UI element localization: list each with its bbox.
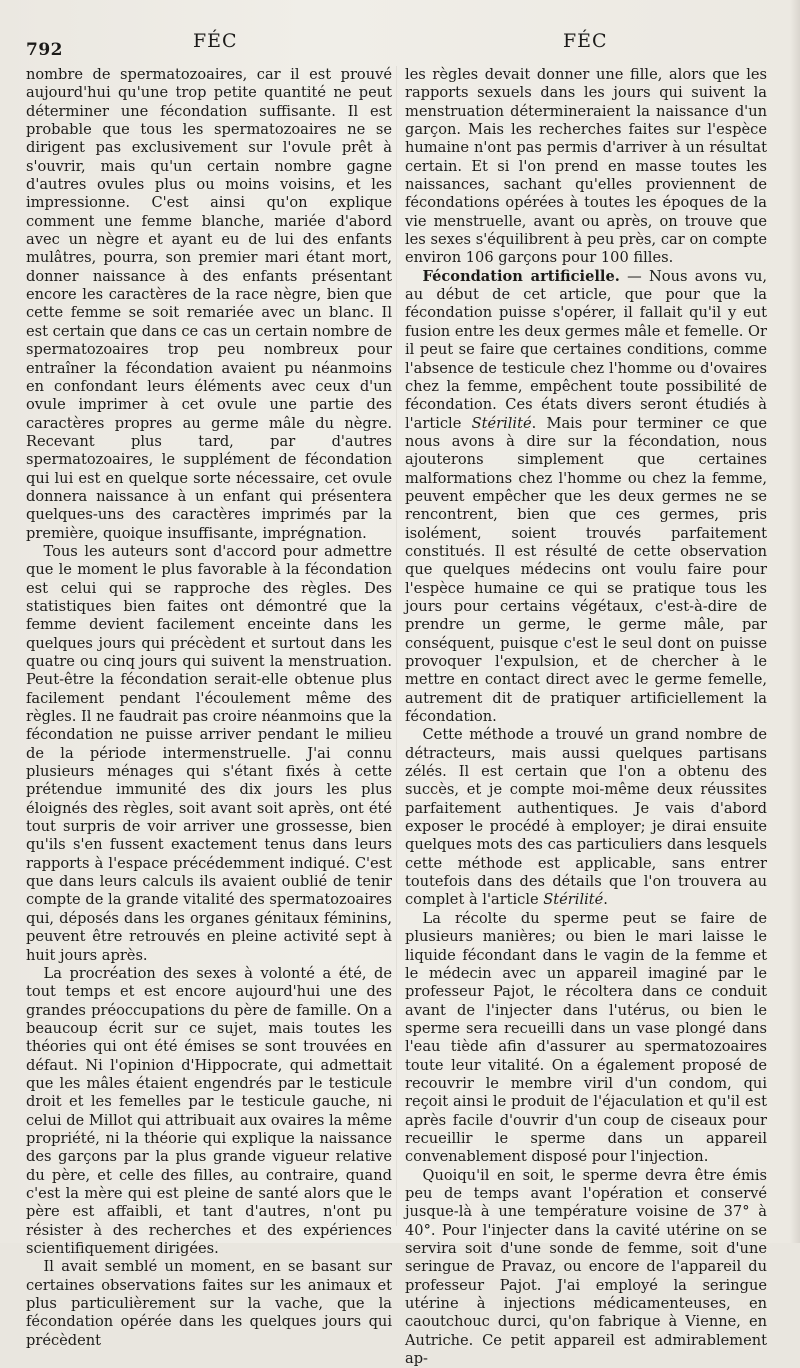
article-reference: Stérilité — [471, 414, 532, 432]
text-run: . Mais pour terminer ce que nous avons à dire sur la fécondation, nous ajouterons simplement que certaines malformations chez l'homme ou chez la femme, peuvent empêcher que les deux germes ne se rencontrent, bien que ces germes, pris isolément, soient trouvés parfaitement constitués. Il est résulté de cette observation que quelques médecins ont voulu faire pour l'espèce humaine ce qui se pratique tous les jours pour certains végétaux, c'est-à-dire de prendre un germe, le germe mâle, par conséquent, puisque c'est le seul dont on puisse provoquer l'expulsion, et de chercher à le mettre en contact direct avec le germe femelle, autrement dit de pratiquer artificiellement la fécondation. — [405, 414, 767, 726]
running-head-left: FÉC — [193, 30, 238, 52]
paragraph: Tous les auteurs sont d'accord pour admettre que le moment le plus favorable à la fécondation est celui qui se rapproche des règles. Des statistiques bien faites ont démontré que la femme devient facilement enceinte dans les quelques jours qui précèdent et surtout dans les quatre ou cinq jours qui suivent la menstruation. Peut-être la fécondation serait-elle obtenue plus facilement pendant l'écoulement même des règles. Il ne faudrait pas croire néanmoins que la fécondation ne puisse arriver pendant le milieu de la période intermenstruelle. J'ai connu plusieurs ménages qui s'étant fixés à cette prétendue immunité des dix jours les plus éloignés des règles, soit avant soit après, ont été tout surpris de voir arriver une grossesse, bien qu'ils s'en fussent exactement tenus dans leurs rapports à l'espace précédemment indiqué. C'est que dans leurs calculs ils avaient oublié de tenir compte de la grande vitalité des spermatozoaires qui, déposés dans les organes génitaux féminins, peuvent être retrouvés en pleine activité sept à huit jours après. — [26, 542, 392, 964]
column-divider — [396, 66, 397, 1226]
text-run: — Nous avons vu, au début de cet article, que pour que la fécondation puisse s'opérer, il fallait qu'il y eut fusion entre les deux germes mâle et femelle. Or il peut se faire que certaines conditions, comme l'absence de testicule chez l'homme ou d'ovaires chez la femme, empêchent toute possibilité de fécondation. Ces états divers seront étudiés à l'article — [405, 267, 767, 432]
section-title: Fécondation artificielle. — [422, 267, 620, 285]
left-column — [26, 66, 392, 1350]
paragraph: Il avait semblé un moment, en se basant sur certaines observations faites sur les animaux et plus particulièrement sur la vache, que la fécondation opérée dans les quelques jours qui précèdent — [26, 1258, 392, 1349]
page-edge-shadow — [790, 0, 800, 1243]
paragraph: Quoiqu'il en soit, le sperme devra être émis peu de temps avant l'opération et conservé jusque-là à une température voisine de 37° à 40°. Pour l'injecter dans la cavité utérine on se servira soit d'une sonde de femme, soit d'une seringue de Pravaz, ou encore de l'appareil du professeur Pajot. J'ai employé la seringue utérine à injections médicamenteuses, en caoutchouc durci, qu'on fabrique à Vienne, en Autriche. Ce petit appareil est admirablement ap- — [405, 1166, 767, 1368]
right-column — [405, 66, 767, 1368]
paragraph: La procréation des sexes à volonté a été, de tout temps et est encore aujourd'hui une des grandes préoccupations du père de famille. On a beaucoup écrit sur ce sujet, mais toutes les théories qui ont été émises se sont trouvées en défaut. Ni l'opinion d'Hippocrate, qui admettait que les mâles étaient engendrés par le testicule droit et les femelles par le testicule gauche, ni celui de Millot qui attribuait aux ovaires la même propriété, ni la théorie qui explique la naissance des garçons par la plus grande vigueur relative du père, et celle des filles, au contraire, quand c'est la mère qui est pleine de santé alors que le père est affaibli, et tant d'autres, n'ont pu résister à des recherches et des expériences scientifiquement dirigées. — [26, 964, 392, 1257]
article-reference: Stérilité — [543, 891, 604, 909]
section-paragraph — [405, 268, 767, 727]
paragraph: les règles devait donner une fille, alors que les rapports sexuels dans les jours qui suivent la menstruation détermineraient la naissance d'un garçon. Mais les recherches faites sur l'espèce humaine n'ont pas permis d'arriver à un résultat certain. Et si l'on prend en masse toutes les naissances, sachant qu'elles proviennent de fécondations opérées à toutes les époques de la vie menstruelle, avant ou après, on trouve que les sexes s'équilibrent à peu près, car on compte environ 106 garçons pour 100 filles. — [405, 66, 767, 267]
page-number: 792 — [26, 40, 63, 60]
paragraph: La récolte du sperme peut se faire de plusieurs manières; ou bien le mari laisse le liquide fécondant dans le vagin de la femme et le médecin avec un appareil imaginé par le professeur Pajot, le récoltera dans ce conduit avant de l'injecter dans l'utérus, ou bien le sperme sera recueilli dans un vase plongé dans l'eau tiède afin d'assurer au spermatozoaires toute leur vitalité. On a également proposé de recouvrir le membre viril d'un condom, qui reçoit ainsi le produit de l'éjaculation et qu'il est après facile d'ouvrir d'un coup de ciseaux pour recueillir le sperme dans un appareil convenablement disposé pour l'injection. — [405, 909, 767, 1166]
paragraph: nombre de spermatozoaires, car il est prouvé aujourd'hui qu'une trop petite quantité ne peut déterminer une fécondation suffisante. Il est probable que tous les spermatozoaires ne se dirigent pas exclusivement sur l'ovule prêt à s'ouvrir, mais qu'un certain nombre gagne d'autres ovules plus ou moins voisins, et les impressionne. C'est ainsi qu'on explique comment une femme blanche, mariée d'abord avec un nègre et ayant eu de lui des enfants mulâtres, pourra, son premier mari étant mort, donner naissance à des enfants présentant encore les caractères de la race nègre, bien que cette femme se soit remariée avec un blanc. Il est certain que dans ce cas un certain nombre de spermatozoaires trop peu nombreux pour entraîner la fécondation avaient pu néanmoins en confondant leurs éléments avec ceux d'un ovule imprimer à cet ovule une partie des caractères propres au germe mâle du nègre. Recevant plus tard, par d'autres spermatozoaires, le supplément de fécondation qui lui est en quelque sorte nécessaire, cet ovule donnera naissance à un enfant qui présentera quelques-uns des caractères imprimés par la première, quoique insuffisante, imprégnation. — [26, 66, 392, 542]
text-run: Cette méthode a trouvé un grand nombre de détracteurs, mais aussi quelques partisans zélés. Il est certain que l'on a obtenu des succès, et je compte moi-même deux réussites parfaitement authentiques. Je vais d'abord exposer le procédé à employer; je dirai ensuite quelques mots des cas particuliers dans lesquels cette méthode est applicable, sans entrer toutefois dans des détails que l'on trouvera au complet à l'article — [405, 726, 767, 909]
running-head-right: FÉC — [563, 30, 608, 52]
paragraph — [405, 726, 767, 909]
text-run: . — [603, 891, 608, 909]
